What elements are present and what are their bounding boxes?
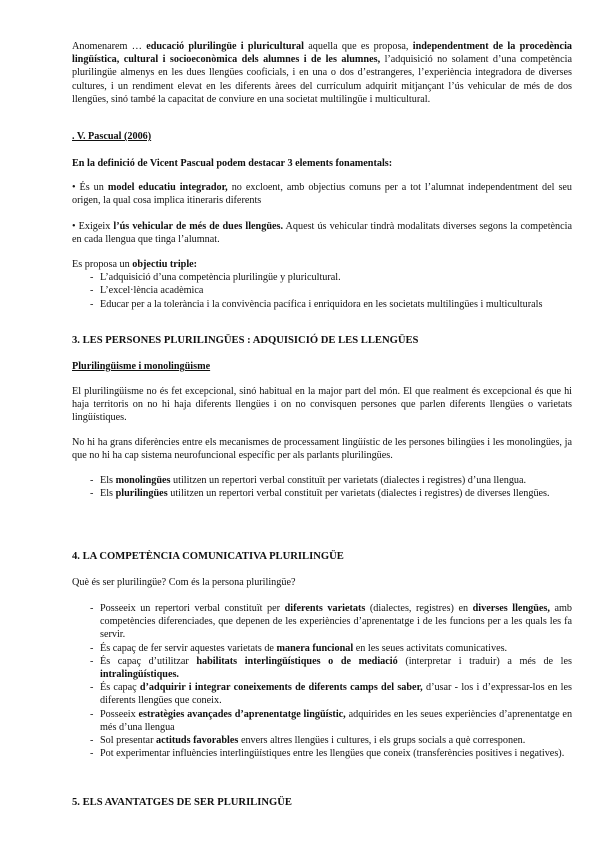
intro-bold-clause: independentment de la procedència lingüística, cultural i socioeconòmica dels alumnes i de les alumnes, xyxy=(72,41,573,66)
triple-intro: Es proposa un objectiu triple: xyxy=(72,259,198,270)
list-item: - L’adquisició d’una competència plurilingüe y pluricultural. xyxy=(72,271,572,284)
list-item: - Els monolingües utilitzen un repertori verbal constituït per varietats (dialectes i registres) d’una llengua. xyxy=(72,474,572,487)
element-2: • Exigeix l’ús vehicular de més de dues llengües. Aquest ús vehicular tindrà modalitats diverses segons la competència en cada llengua que tinga l’alumnat. xyxy=(72,221,573,246)
element-1-bold: model educatiu integrador, xyxy=(107,182,228,193)
list-item: - Sol presentar actituds favorables envers altres llengües i cultures, i els grups socials a què corresponen. xyxy=(72,734,572,747)
element-2-bold: l’ús vehicular de més de dues llengües. xyxy=(113,221,284,232)
list-item: - Els plurilingües utilitzen un repertori verbal constituït per varietats (dialectes i registres) de diverses llengües. xyxy=(72,487,572,500)
section-3-heading: 3. LES PERSONES PLURILINGÜES : ADQUISICIÓ DE LES LLENGÜES xyxy=(72,335,419,346)
list-item: - Posseeix un repertori verbal constituït per diferents varietats (dialectes, registres) en diverses llengües, amb competències diferenciades, que depenen de les experiències d’aprenentatge i de les funcions per a les quals les fa servir. xyxy=(72,602,572,642)
pascual-intro: En la definició de Vicent Pascual podem destacar 3 elements fonamentals: xyxy=(72,158,393,169)
intro-text: l’adquisició no solament d’una competència plurilingüe almenys en les dues llengües cooficials, i en una o dos d’estrangeres, l’experiència integradora de diverses cultures, i un rendiment elevat en les diferents àrees del currículum adquirit mitjançant l’ús vehicular de més de dos llengües, sinó també la capacitat de conviure en una societat multilingüe i multicultural. xyxy=(72,54,573,105)
section-4-list xyxy=(72,602,572,760)
intro-text: Anomenarem … xyxy=(72,41,142,52)
triple-list xyxy=(72,271,572,311)
intro-bold-term: educació plurilingüe i pluricultural xyxy=(146,41,304,52)
section-3-para-2: No hi ha grans diferències entre els mecanismes de processament lingüístic de les persones bilingües i les monolingües, ja que no hi ha cap sistema neurofuncional específic per als parlants plurilingües. xyxy=(72,437,572,462)
intro-text: aquella que es proposa, xyxy=(308,41,409,52)
section-4-heading: 4. LA COMPETÈNCIA COMUNICATIVA PLURILINGÜE xyxy=(72,551,344,562)
list-item: - L’excel·lència acadèmica xyxy=(72,284,572,297)
list-item: - És capaç de fer servir aquestes varietats de manera funcional en les seues activitats comunicatives. xyxy=(72,642,572,655)
list-item: - Pot experimentar influències interlingüístiques entre les llengües que coneix (transferències positives i negatives). xyxy=(72,747,572,760)
section-3-subheading: Plurilingüisme i monolingüisme xyxy=(72,361,211,372)
source-heading: . V. Pascual (2006) xyxy=(72,131,152,142)
triple-objective xyxy=(72,258,572,311)
section-5-heading: 5. ELS AVANTATGES DE SER PLURILINGÜE xyxy=(72,797,292,808)
list-item: - És capaç d’utilitzar habilitats interlingüístiques o de mediació (interpretar i traduir) a més de les intralingüístiques. xyxy=(72,655,572,681)
list-item: - Educar per a la tolerància i la convivència pacífica i enriquidora en les societats multilingües i multiculturals xyxy=(72,298,572,311)
list-item: - És capaç d’adquirir i integrar coneixements de diferents camps del saber, d’usar - los i d’expressar-los en les diferents llengües que coneix. xyxy=(72,681,572,707)
section-4-question: Què és ser plurilingüe? Com és la persona plurilingüe? xyxy=(72,577,296,588)
intro-paragraph xyxy=(72,40,572,106)
section-3-para-1: El plurilingüisme no és fet excepcional, sinó habitual en la major part del món. El que realment és excepcional és que hi haja territoris on no hi haja diferents llengües i on no convisquen persones que parlen diferents llengües o varietats lingüístiques. xyxy=(72,386,572,424)
section-3-list xyxy=(72,474,572,500)
element-1: • És un model educatiu integrador, no excloent, amb objectius comuns per a tot l’alumnat independentment del seu origen, la qual cosa implica itineraris diferents xyxy=(72,182,573,207)
list-item: - Posseeix estratègies avançades d’aprenentatge lingüístic, adquirides en les seues experiències d’aprenentatge en més d’una llengua xyxy=(72,708,572,734)
